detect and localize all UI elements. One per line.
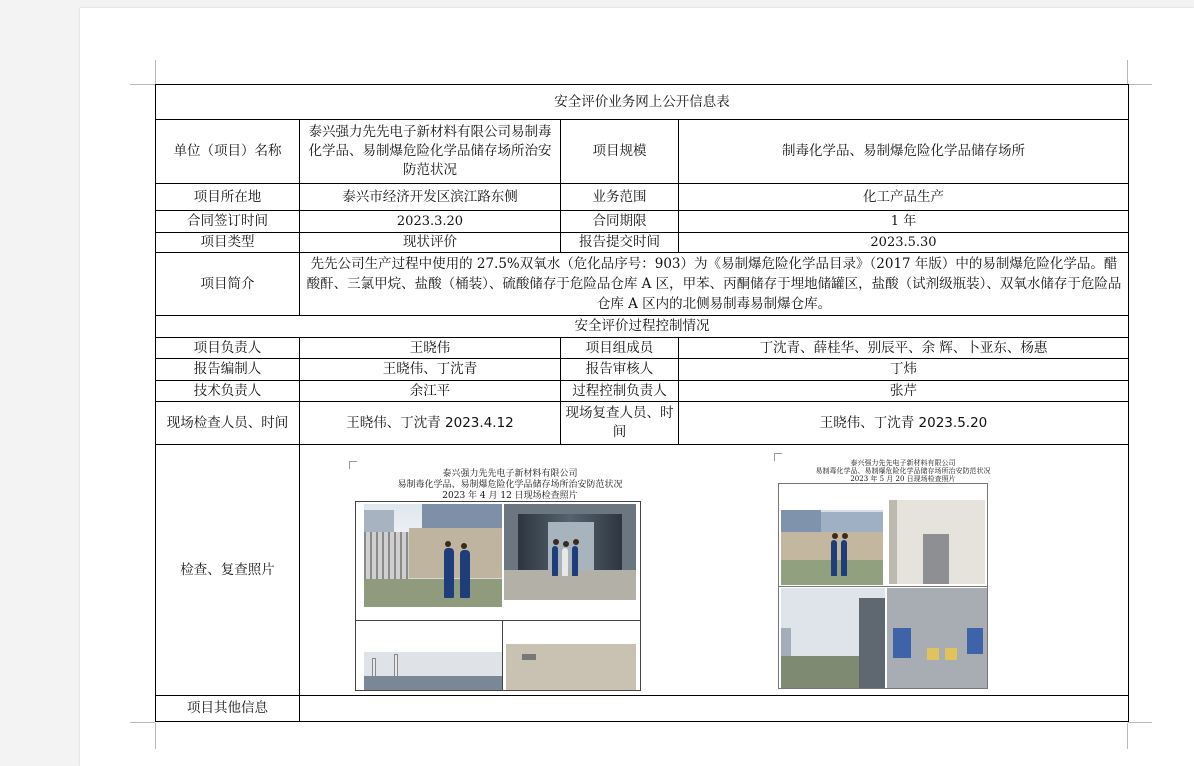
section-title: 安全评价过程控制情况 [156,316,1129,338]
grid-divider [779,586,988,587]
photos-label: 检查、复查照片 [156,445,300,696]
crop-mark [1127,60,1128,84]
intro-value: 先先公司生产过程中使用的 27.5%双氧水（危化品序号：903）为《易制爆危险化学品目录》（2017 年版）中的易制爆危险化学品。醋酸酐、三氯甲烷、盐酸（桶装）、硫酸储存于危险品仓库 A 区，甲苯、丙酮储存于埋地储罐区，盐酸（试剂级瓶装）、双氧水储存于危险品仓库 A 区内的北侧易制毒易制爆仓库。 [300,253,1129,316]
contract-period-value: 1 年 [679,211,1129,233]
author-label: 报告编制人 [156,359,300,381]
unit-value: 泰兴强力先先电子新材料有限公司易制毒化学品、易制爆危险化学品储存场所治安防范状况 [300,120,561,184]
safety-evaluation-table [155,84,1129,722]
left-photo-caption [360,469,660,502]
crop-mark [1128,722,1152,723]
crop-mark [155,723,156,749]
photos-area [300,445,1127,695]
wall [409,528,502,578]
grid-divider [502,620,503,691]
right-photo-caption [778,459,1028,483]
location-value: 泰兴市经济开发区滨江路东侧 [300,184,561,211]
members-label: 项目组成员 [561,338,679,359]
right-caption-line3: 2023 年 5 月 20 日现场检查照片 [850,475,956,483]
reviewer-value: 丁炜 [679,359,1129,381]
leader-label: 项目负责人 [156,338,300,359]
person-figure-icon [460,550,470,598]
photo-gate-inspection [364,504,502,607]
scale-label: 项目规模 [561,120,679,184]
building-icon [821,512,883,532]
report-time-value: 2023.5.30 [679,233,1129,253]
corner-mark [349,461,357,469]
business-label: 业务范围 [561,184,679,211]
photos-cell [300,445,1129,696]
contract-time-label: 合同签订时间 [156,211,300,233]
photo-entrance [504,504,636,600]
contract-time-value: 2023.3.20 [300,211,561,233]
right-caption-line1: 泰兴强力先先电子新材料有限公司 [850,459,956,467]
person-figure-icon [831,540,837,576]
table-title: 安全评价业务网上公开信息表 [156,85,1129,120]
left-caption-line2: 易制毒化学品、易制爆危险化学品储存场所治安防范状况 [397,480,623,490]
person-figure-icon [562,548,568,576]
photo-recheck-door [889,500,985,584]
recheck-value: 王晓伟、丁沈青 2023.5.20 [679,402,1129,445]
other-label: 项目其他信息 [156,696,300,722]
crop-mark [130,84,155,85]
type-value: 现状评价 [300,233,561,253]
photo-recheck-gate [781,510,883,585]
tech-label: 技术负责人 [156,381,300,402]
scale-value: 制毒化学品、易制爆危险化学品储存场所 [679,120,1129,184]
left-caption-line3: 2023 年 4 月 12 日现场检查照片 [442,491,578,501]
report-time-label: 报告提交时间 [561,233,679,253]
members-value: 丁沈青、薛桂华、别辰平、余 辉、卜亚东、杨惠 [679,338,1129,359]
inspect-label: 现场检查人员、时间 [156,402,300,445]
reviewer-label: 报告审核人 [561,359,679,381]
left-caption-line1: 泰兴强力先先电子新材料有限公司 [442,469,578,479]
person-figure-icon [841,540,847,576]
left-photo-grid [355,501,641,691]
other-value [300,696,1129,722]
photo-wall [506,644,636,691]
building-icon [781,510,821,532]
business-value: 化工产品生产 [679,184,1129,211]
right-caption-line2: 易制毒化学品、易制爆危险化学品储存场所治安防范状况 [815,467,991,475]
inspect-value: 王晓伟、丁沈青 2023.4.12 [300,402,561,445]
door-icon [923,534,949,584]
right-photo-grid [778,483,988,689]
control-label: 过程控制负责人 [561,381,679,402]
leader-value: 王晓伟 [300,338,561,359]
crop-mark [130,722,155,723]
crop-mark [1128,84,1152,85]
crop-mark [155,60,156,84]
grid-divider [356,620,641,621]
photo-recheck-panels [887,588,987,689]
intro-label: 项目简介 [156,253,300,316]
unit-label: 单位（项目）名称 [156,120,300,184]
crop-mark [1127,723,1128,749]
person-figure-icon [444,548,454,598]
control-value: 张芹 [679,381,1129,402]
photo-recheck-yard [781,588,885,689]
location-label: 项目所在地 [156,184,300,211]
tech-value: 余江平 [300,381,561,402]
recheck-label: 现场复查人员、时间 [561,402,679,445]
type-label: 项目类型 [156,233,300,253]
contract-period-label: 合同期限 [561,211,679,233]
person-figure-icon [572,546,578,576]
author-value: 王晓伟、丁沈青 [300,359,561,381]
photo-tanks [364,652,502,691]
person-figure-icon [552,546,558,576]
